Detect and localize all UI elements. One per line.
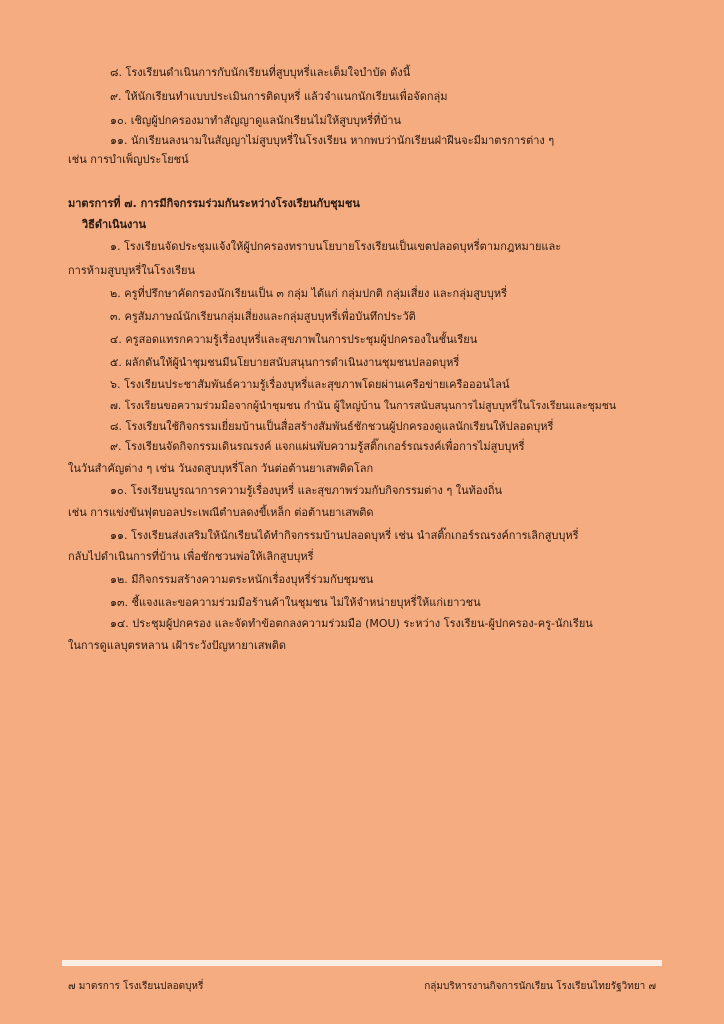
- list-item: ๑. โรงเรียนจัดประชุมแจ้งให้ผู้ปกครองทราบนโยบายโรงเรียนเป็นเขตปลอดบุหรี่ตามกฎหมายและ: [110, 240, 562, 253]
- list-item-continuation: การห้ามสูบบุหรี่ในโรงเรียน: [68, 264, 195, 277]
- list-item-continuation: ในวันสำคัญต่าง ๆ เช่น วันงดสูบบุหรี่โลก วันต่อต้านยาเสพติดโลก: [68, 462, 374, 475]
- list-item: ๑๒. มีกิจกรรมสร้างความตระหนักเรื่องบุหรี่ร่วมกับชุมชน: [110, 573, 374, 586]
- list-item: ๓. ครูสัมภาษณ์นักเรียนกลุ่มเสี่ยงและกลุ่มสูบบุหรี่เพื่อบันทึกประวัติ: [110, 310, 416, 323]
- list-item: ๗. โรงเรียนขอความร่วมมือจากผู้นำชุมชน กำนัน ผู้ใหญ่บ้าน ในการสนับสนุนการไม่สูบบุหรี่ในโรงเรียนและชุมชน: [110, 400, 617, 412]
- list-item: ๑๐. โรงเรียนบูรณาการความรู้เรื่องบุหรี่ และสุขภาพร่วมกับกิจกรรมต่าง ๆ ในท้องถิ่น: [110, 484, 503, 497]
- list-item: ๘. โรงเรียนดำเนินการกับนักเรียนที่สูบบุหรี่และเต็มใจบำบัด ดังนี้: [110, 66, 411, 79]
- list-item: ๑๐. เชิญผู้ปกครองมาทำสัญญาดูแลนักเรียนไม่ให้สูบบุหรี่ที่บ้าน: [110, 114, 402, 127]
- list-item-continuation: เช่น การแข่งขันฟุตบอลประเพณีตำบลดงขี้เหล็ก ต่อต้านยาเสพติด: [68, 506, 374, 519]
- list-item: ๘. โรงเรียนใช้กิจกรรมเยี่ยมบ้านเป็นสื่อสร้างสัมพันธ์ชักชวนผู้ปกครองดูแลนักเรียนให้ปลอดบุหรี่: [110, 420, 554, 433]
- list-item-continuation: ในการดูแลบุตรหลาน เฝ้าระวังปัญหายาเสพติด: [68, 639, 286, 652]
- list-item: ๙. ให้นักเรียนทำแบบประเมินการติดบุหรี่ แล้วจำแนกนักเรียนเพื่อจัดกลุ่ม: [110, 90, 448, 103]
- list-item: ๑๔. ประชุมผู้ปกครอง และจัดทำข้อตกลงความร่วมมือ (MOU) ระหว่าง โรงเรียน-ผู้ปกครอง-ครู-นักเรียน: [110, 617, 593, 630]
- footer-divider: [62, 960, 662, 966]
- list-item: ๒. ครูที่ปรึกษาคัดกรองนักเรียนเป็น ๓ กลุ่ม ได้แก่ กลุ่มปกติ กลุ่มเสี่ยง และกลุ่มสูบบุหรี่: [110, 287, 508, 300]
- footer-right-text: กลุ่มบริหารงานกิจการนักเรียน โรงเรียนไทยรัฐวิทยา ๗: [424, 981, 656, 992]
- list-item: ๑๓. ชี้แจงและขอความร่วมมือร้านค้าในชุมชน ไม่ให้จำหน่ายบุหรี่ให้แก่เยาวชน: [110, 596, 481, 609]
- list-item: ๑๑. นักเรียนลงนามในสัญญาไม่สูบบุหรี่ในโรงเรียน หากพบว่านักเรียนฝ่าฝืนจะมีมาตรการต่าง ๆ: [110, 134, 555, 147]
- list-item: ๖. โรงเรียนประชาสัมพันธ์ความรู้เรื่องบุหรี่และสุขภาพโดยผ่านเครือข่ายเครือออนไลน์: [110, 378, 510, 391]
- list-item: ๕. ผลักดันให้ผู้นำชุมชนมีนโยบายสนับสนุนการดำเนินงานชุมชนปลอดบุหรี่: [110, 356, 460, 369]
- list-item: ๑๑. โรงเรียนส่งเสริมให้นักเรียนได้ทำกิจกรรมบ้านปลอดบุหรี่ เช่น นำสติ๊กเกอร์รณรงค์การเลิกสูบบุหรี่: [110, 529, 579, 542]
- footer-left-text: ๗ มาตรการ โรงเรียนปลอดบุหรี่: [68, 981, 204, 992]
- list-item-continuation: เช่น การบำเพ็ญประโยชน์: [68, 153, 189, 166]
- section-subheading: วิธีดำเนินงาน: [82, 218, 147, 231]
- list-item: ๔. ครูสอดแทรกความรู้เรื่องบุหรี่และสุขภาพในการประชุมผู้ปกครองในชั้นเรียน: [110, 333, 478, 346]
- list-item-continuation: กลับไปดำเนินการที่บ้าน เพื่อชักชวนพ่อให้เลิกสูบบุหรี่: [68, 550, 314, 563]
- list-item: ๙. โรงเรียนจัดกิจกรรมเดินรณรงค์ แจกแผ่นพับความรู้สติ๊กเกอร์รณรงค์เพื่อการไม่สูบบุหรี่: [110, 440, 525, 453]
- section-heading: มาตรการที่ ๗. การมีกิจกรรมร่วมกันระหว่างโรงเรียนกับชุมชน: [68, 197, 360, 210]
